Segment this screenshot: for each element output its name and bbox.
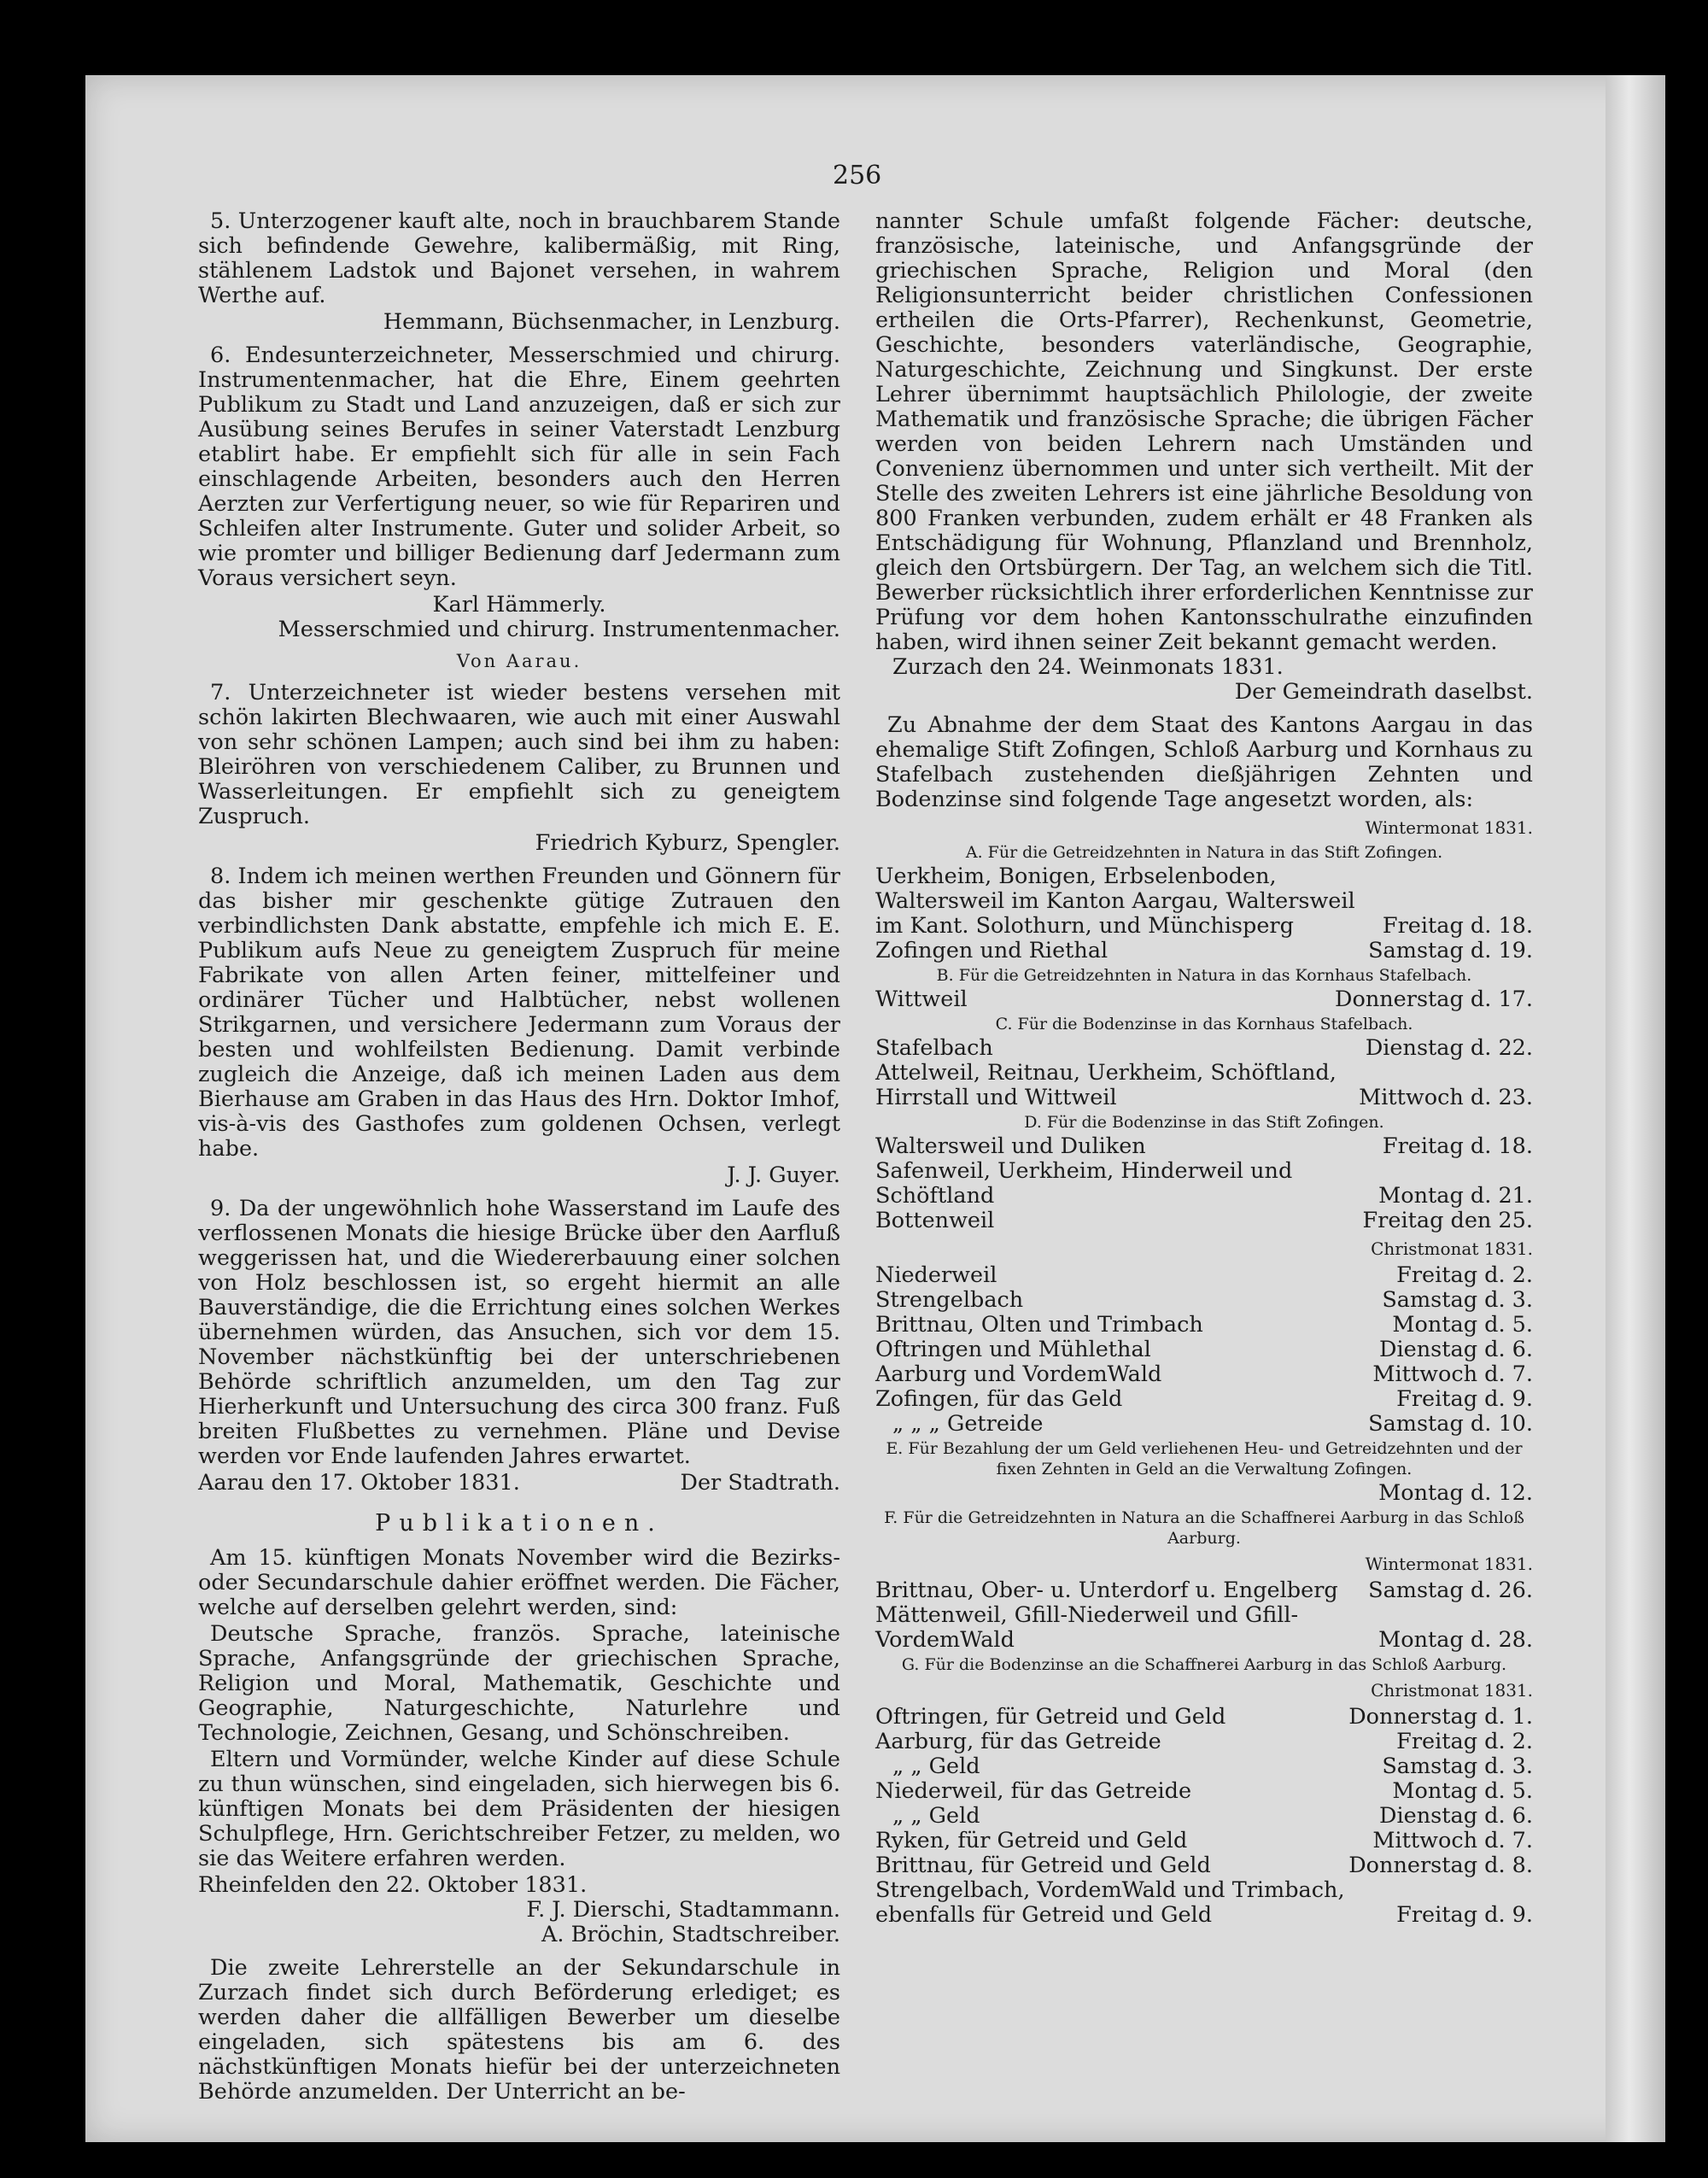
section-d-heading: D. Für die Bodenzinse in das Stift Zofingen. bbox=[1024, 1113, 1384, 1132]
notice-8-signature: J. J. Guyer. bbox=[727, 1162, 840, 1188]
notice-5: 5. Unterzogener kauft alte, noch in brauchbarem Stande sich befindende Gewehre, kalibermäßig, mit Ring, stählenem Ladstok und Bajonet versehen, in wahrem Werthe auf. bbox=[198, 208, 840, 308]
schedule-day: Mittwoch d. 23. bbox=[1359, 1085, 1533, 1110]
schedule-day: Montag d. 28. bbox=[1378, 1627, 1533, 1653]
schedule-row bbox=[875, 1159, 1533, 1209]
notice-8: 8. Indem ich meinen werthen Freunden und Gönnern für das bisher mir geschenkte gütige Zutrauen den verbindlichsten Dank abstatte, empfehle ich mich E. E. Publikum aufs Neue zu geneigtem Zuspruch für meine Fabrikate von allen Arten feiner, mittelfeiner und ordinärer Tücher und Halbtücher, nebst wollenen Strikgarnen, und versichere Jedermann zum Voraus der besten und wohlfeilsten Bedienung. Damit verbinde zugleich die Anzeige, daß ich meinen Laden aus dem Bierhause am Graben in das Haus des Hrn. Doktor Imhof, vis-à-vis des Gasthofes zum goldenen Ochsen, verlegt habe. bbox=[198, 864, 840, 1162]
month-heading: Christmonat 1831. bbox=[1371, 1680, 1533, 1701]
schedule-row bbox=[875, 1481, 1533, 1506]
schedule-day: Mittwoch d. 7. bbox=[1372, 1828, 1533, 1853]
schedule-row bbox=[875, 1878, 1533, 1928]
schedule-place: Zofingen, für das Geld bbox=[875, 1386, 1123, 1412]
schedule-row bbox=[875, 1036, 1533, 1061]
schedule-place: Niederweil, für das Getreide bbox=[875, 1778, 1192, 1804]
schedule-place: Strengelbach, VordemWald und Trimbach, ebenfalls für Getreid und Geld bbox=[875, 1877, 1345, 1928]
publication-2-date: Zurzach den 24. Weinmonats 1831. bbox=[892, 654, 1284, 680]
schedule-row bbox=[875, 1779, 1533, 1804]
notice-6: 6. Endesunterzeichneter, Messerschmied und chirurg. Instrumentenmacher, hat die Ehre, Einem geehrten Publikum zu Stadt und Land anzuzeigen, daß er sich zur Ausübung seines Berufes in seiner Vaterstadt Lenzburg etablirt habe. Er empfiehlt sich für alle in sein Fach einschlagende Arbeiten, besonders auch den Herren Aerzten zur Verfertigung neuer, so wie für Repariren und Schleifen alter Instrumente. Guter und solider Arbeit, so wie promter und billiger Bedienung darf Jedermann zum Voraus versichert seyn. bbox=[198, 343, 840, 591]
schedule-row bbox=[875, 1578, 1533, 1603]
schedule-row bbox=[875, 987, 1533, 1012]
schedule-place: Niederweil bbox=[875, 1262, 997, 1288]
notice-6-signature-title: Messerschmied und chirurg. Instrumentenmacher. bbox=[278, 617, 840, 642]
schedule-day: Samstag d. 26. bbox=[1368, 1578, 1533, 1603]
schedule-day: Freitag d. 2. bbox=[1396, 1729, 1533, 1754]
schedule-day: Donnerstag d. 8. bbox=[1348, 1853, 1533, 1878]
schedule-place: Aarburg und VordemWald bbox=[875, 1361, 1162, 1387]
schedule-row bbox=[875, 1362, 1533, 1387]
schedule-day: Montag d. 21. bbox=[1378, 1183, 1533, 1209]
schedule-place: Strengelbach bbox=[875, 1287, 1024, 1313]
schedule-place: „ „ Geld bbox=[892, 1754, 980, 1779]
schedule-day: Mittwoch d. 7. bbox=[1372, 1361, 1533, 1387]
schedule-row bbox=[875, 1134, 1533, 1159]
schedule-day: Donnerstag d. 17. bbox=[1335, 987, 1533, 1012]
schedule-place: Safenweil, Uerkheim, Hinderweil und Schöftland bbox=[875, 1158, 1293, 1209]
schedule-row bbox=[875, 1705, 1533, 1730]
page-edge bbox=[1606, 75, 1665, 2142]
schedule-day: Samstag d. 19. bbox=[1368, 938, 1533, 963]
schedule-place: Brittnau, Olten und Trimbach bbox=[875, 1312, 1203, 1338]
schedule-place: Stafelbach bbox=[875, 1035, 993, 1061]
notice-7-signature: Friedrich Kyburz, Spengler. bbox=[535, 830, 840, 856]
schedule-row bbox=[875, 1804, 1533, 1829]
schedule-day: Freitag d. 9. bbox=[1396, 1386, 1533, 1412]
schedule-place: Wittweil bbox=[875, 987, 968, 1012]
schedule-row bbox=[875, 1829, 1533, 1853]
place-heading-aarau: Von Aarau. bbox=[456, 651, 582, 671]
schedule-day: Samstag d. 3. bbox=[1382, 1754, 1533, 1779]
schedule-place: Brittnau, Ober- u. Unterdorf u. Engelberg bbox=[875, 1578, 1338, 1603]
schedule-row bbox=[875, 1263, 1533, 1288]
schedule-day: Dienstag d. 6. bbox=[1379, 1337, 1533, 1362]
publication-2-start: Die zweite Lehrerstelle an der Sekundarschule in Zurzach findet sich durch Beförderung erlediget; es werden daher die allfälligen Bewerber um dieselbe eingeladen, sich spätestens bis am 6. des nächstkünftigen Monats hiefür bei der unterzeichneten Behörde anzumelden. Der Unterricht an be- bbox=[198, 1955, 840, 2105]
section-a-heading: A. Für die Getreidzehnten in Natura in das Stift Zofingen. bbox=[965, 843, 1443, 862]
schedule-row bbox=[875, 1853, 1533, 1878]
schedule-day: Freitag d. 9. bbox=[1396, 1902, 1533, 1928]
notice-9-signature: Der Stadtrath. bbox=[680, 1470, 840, 1496]
schedule-row bbox=[875, 1412, 1533, 1437]
section-g-heading: G. Für die Bodenzinse an die Schaffnerei Aarburg in das Schloß Aarburg. bbox=[901, 1655, 1507, 1674]
notice-9-date: Aarau den 17. Oktober 1831. bbox=[198, 1470, 520, 1496]
schedule-place: Oftringen, für Getreid und Geld bbox=[875, 1704, 1226, 1730]
month-heading: Wintermonat 1831. bbox=[1365, 1554, 1533, 1574]
notice-9: 9. Da der ungewöhnlich hohe Wasserstand im Laufe des verflossenen Monats die hiesige Brücke über den Aarfluß weggerissen hat, und die Wiedererbauung einer solchen von Holz beschlossen ist, so ergeht hiermit an alle Bauverständige, die die Errichtung eines solchen Werkes übernehmen würden, das Ansuchen, sich vor dem 15. November nächstkünftig bei der unterschriebenen Behörde schriftlich anzumelden, um den Tag zur Hierherkunft und Untersuchung des circa 300 franz. Fuß breiten Flußbettes zu vernehmen. Pläne und Devise werden vor Ende laufenden Jahres erwartet. bbox=[198, 1196, 840, 1469]
schedule-row bbox=[875, 1754, 1533, 1779]
schedule-day: Samstag d. 10. bbox=[1368, 1411, 1533, 1437]
notice-5-signature: Hemmann, Büchsenmacher, in Lenzburg. bbox=[383, 309, 840, 335]
left-column bbox=[198, 209, 840, 2106]
publication-1-subjects: Deutsche Sprache, französ. Sprache, lateinische Sprache, Anfangsgründe der griechischen Sprache, Religion und Moral, Mathematik, Geschichte und Geographie, Naturgeschichte, Naturlehre und Technologie, Zeichnen, Gesang, und Schönschreiben. bbox=[198, 1621, 840, 1746]
schedule-place: Attelweil, Reitnau, Uerkheim, Schöftland, Hirrstall und Wittweil bbox=[875, 1060, 1337, 1110]
schedule-day: Montag d. 12. bbox=[1378, 1480, 1533, 1506]
schedule-place: Oftringen und Mühlethal bbox=[875, 1337, 1151, 1362]
notice-9-footer bbox=[198, 1471, 840, 1496]
schedule-day: Montag d. 5. bbox=[1392, 1312, 1533, 1338]
schedule-day: Freitag d. 18. bbox=[1382, 1133, 1533, 1159]
schedule-day: Freitag d. 18. bbox=[1382, 913, 1533, 939]
schedule-place: Uerkheim, Bonigen, Erbselenboden, Waltersweil im Kanton Aargau, Waltersweil im Kant. Solothurn, und Münchisperg bbox=[875, 864, 1355, 939]
schedule-day: Dienstag d. 22. bbox=[1365, 1035, 1533, 1061]
publication-2-signature: Der Gemeindrath daselbst. bbox=[1234, 679, 1533, 705]
schedule-day: Samstag d. 3. bbox=[1382, 1287, 1533, 1313]
section-c-heading: C. Für die Bodenzinse in das Kornhaus Stafelbach. bbox=[995, 1015, 1413, 1033]
schedule-place: „ „ Geld bbox=[892, 1803, 980, 1829]
schedule-row bbox=[875, 1061, 1533, 1110]
month-heading: Christmonat 1831. bbox=[1371, 1238, 1533, 1259]
schedule-place: Waltersweil und Duliken bbox=[875, 1133, 1146, 1159]
publication-1-intro: Am 15. künftigen Monats November wird die Bezirks- oder Secundarschule dahier eröffnet werden. Die Fächer, welche auf derselben gelehrt werden, sind: bbox=[198, 1545, 840, 1620]
publication-1-signature-2: A. Bröchin, Stadtschreiber. bbox=[541, 1922, 840, 1947]
schedule-row bbox=[875, 1209, 1533, 1233]
publication-1-signature-1: F. J. Dierschi, Stadtammann. bbox=[526, 1897, 840, 1923]
schedule-day: Freitag den 25. bbox=[1362, 1208, 1533, 1233]
section-heading-publikationen: Publikationen. bbox=[375, 1510, 664, 1537]
publication-3-intro: Zu Abnahme der dem Staat des Kantons Aargau in das ehemalige Stift Zofingen, Schloß Aarburg und Kornhaus zu Stafelbach zustehenden dießjährigen Zehnten und Bodenzinse sind folgende Tage angesetzt worden, als: bbox=[875, 712, 1533, 812]
schedule-day: Freitag d. 2. bbox=[1396, 1262, 1533, 1288]
section-e-heading: E. Für Bezahlung der um Geld verliehenen Heu- und Getreidzehnten und der fixen Zehnten in Geld an die Verwaltung Zofingen. bbox=[886, 1439, 1523, 1478]
section-f-heading: F. Für die Getreidzehnten in Natura an die Schaffnerei Aarburg in das Schloß Aarburg. bbox=[884, 1508, 1524, 1548]
page-number: 256 bbox=[833, 161, 882, 190]
schedule-day: Montag d. 5. bbox=[1392, 1778, 1533, 1804]
section-b-heading: B. Für die Getreidzehnten in Natura in das Kornhaus Stafelbach. bbox=[936, 966, 1472, 985]
schedule-row bbox=[875, 1387, 1533, 1412]
notice-7: 7. Unterzeichneter ist wieder bestens versehen mit schön lakirten Blechwaaren, wie auch mit einer Auswahl von sehr schönen Lampen; auch sind bei ihm zu haben: Bleiröhren von verschiedenem Caliber, zu Brunnen und Wasserleitungen. Er empfiehlt sich zu geneigtem Zuspruch. bbox=[198, 680, 840, 829]
schedule-place: Aarburg, für das Getreide bbox=[875, 1729, 1161, 1754]
schedule-row bbox=[875, 1730, 1533, 1754]
schedule-place: „ „ „ Getreide bbox=[892, 1411, 1044, 1437]
schedule-row bbox=[875, 1313, 1533, 1338]
publication-2-continued: nannter Schule umfaßt folgende Fächer: deutsche, französische, lateinische, und Anfangsgründe der griechischen Sprache, Religion und Moral (den Religionsunterricht beider christlichen Confessionen ertheilen die Orts-Pfarrer), Rechenkunst, Geometrie, Geschichte, besonders vaterländische, Geographie, Naturgeschichte, Zeichnung und Singkunst. Der erste Lehrer übernimmt hauptsächlich Philologie, der zweite Mathematik und französische Sprache; die übrigen Fächer werden von beiden Lehrern nach Umständen und Convenienz übernommen und unter sich vertheilt. Mit der Stelle des zweiten Lehrers ist eine jährliche Besoldung von 800 Franken verbunden, zudem erhält er 48 Franken als Entschädigung für Wohnung, Pflanzland und Brennholz, gleich den Ortsbürgern. Der Tag, an welchem sich die Titl. Bewerber rücksichtlich ihrer erforderlichen Kenntnisse zur Prüfung vor dem hohen Kantonsschulrathe einzufinden haben, wird ihnen seiner Zeit bekannt gemacht werden. bbox=[875, 208, 1533, 655]
schedule-row bbox=[875, 939, 1533, 963]
schedule-place: Brittnau, für Getreid und Geld bbox=[875, 1853, 1211, 1878]
publication-1-parents: Eltern und Vormünder, welche Kinder auf diese Schule zu thun wünschen, sind eingeladen, sich hierwegen bis 6. künftigen Monats bei dem Präsidenten der hiesigen Schulpflege, Hrn. Gerichtschreiber Fetzer, zu melden, wo sie das Weitere erfahren werden. bbox=[198, 1747, 840, 1871]
publication-1-date: Rheinfelden den 22. Oktober 1831. bbox=[198, 1872, 588, 1898]
month-heading: Wintermonat 1831. bbox=[1365, 817, 1533, 838]
right-column bbox=[875, 209, 1533, 1928]
schedule-place: Ryken, für Getreid und Geld bbox=[875, 1828, 1188, 1853]
schedule-day: Dienstag d. 6. bbox=[1379, 1803, 1533, 1829]
schedule-place: Bottenweil bbox=[875, 1208, 995, 1233]
schedule-row bbox=[875, 864, 1533, 939]
schedule-place: Zofingen und Riethal bbox=[875, 938, 1108, 963]
notice-6-signature-name: Karl Hämmerly. bbox=[432, 592, 606, 618]
schedule-row bbox=[875, 1288, 1533, 1313]
schedule-place: Mättenweil, Gfill-Niederweil und Gfill-VordemWald bbox=[875, 1602, 1299, 1653]
schedule-row bbox=[875, 1338, 1533, 1362]
schedule-row bbox=[875, 1603, 1533, 1653]
schedule-day: Donnerstag d. 1. bbox=[1348, 1704, 1533, 1730]
